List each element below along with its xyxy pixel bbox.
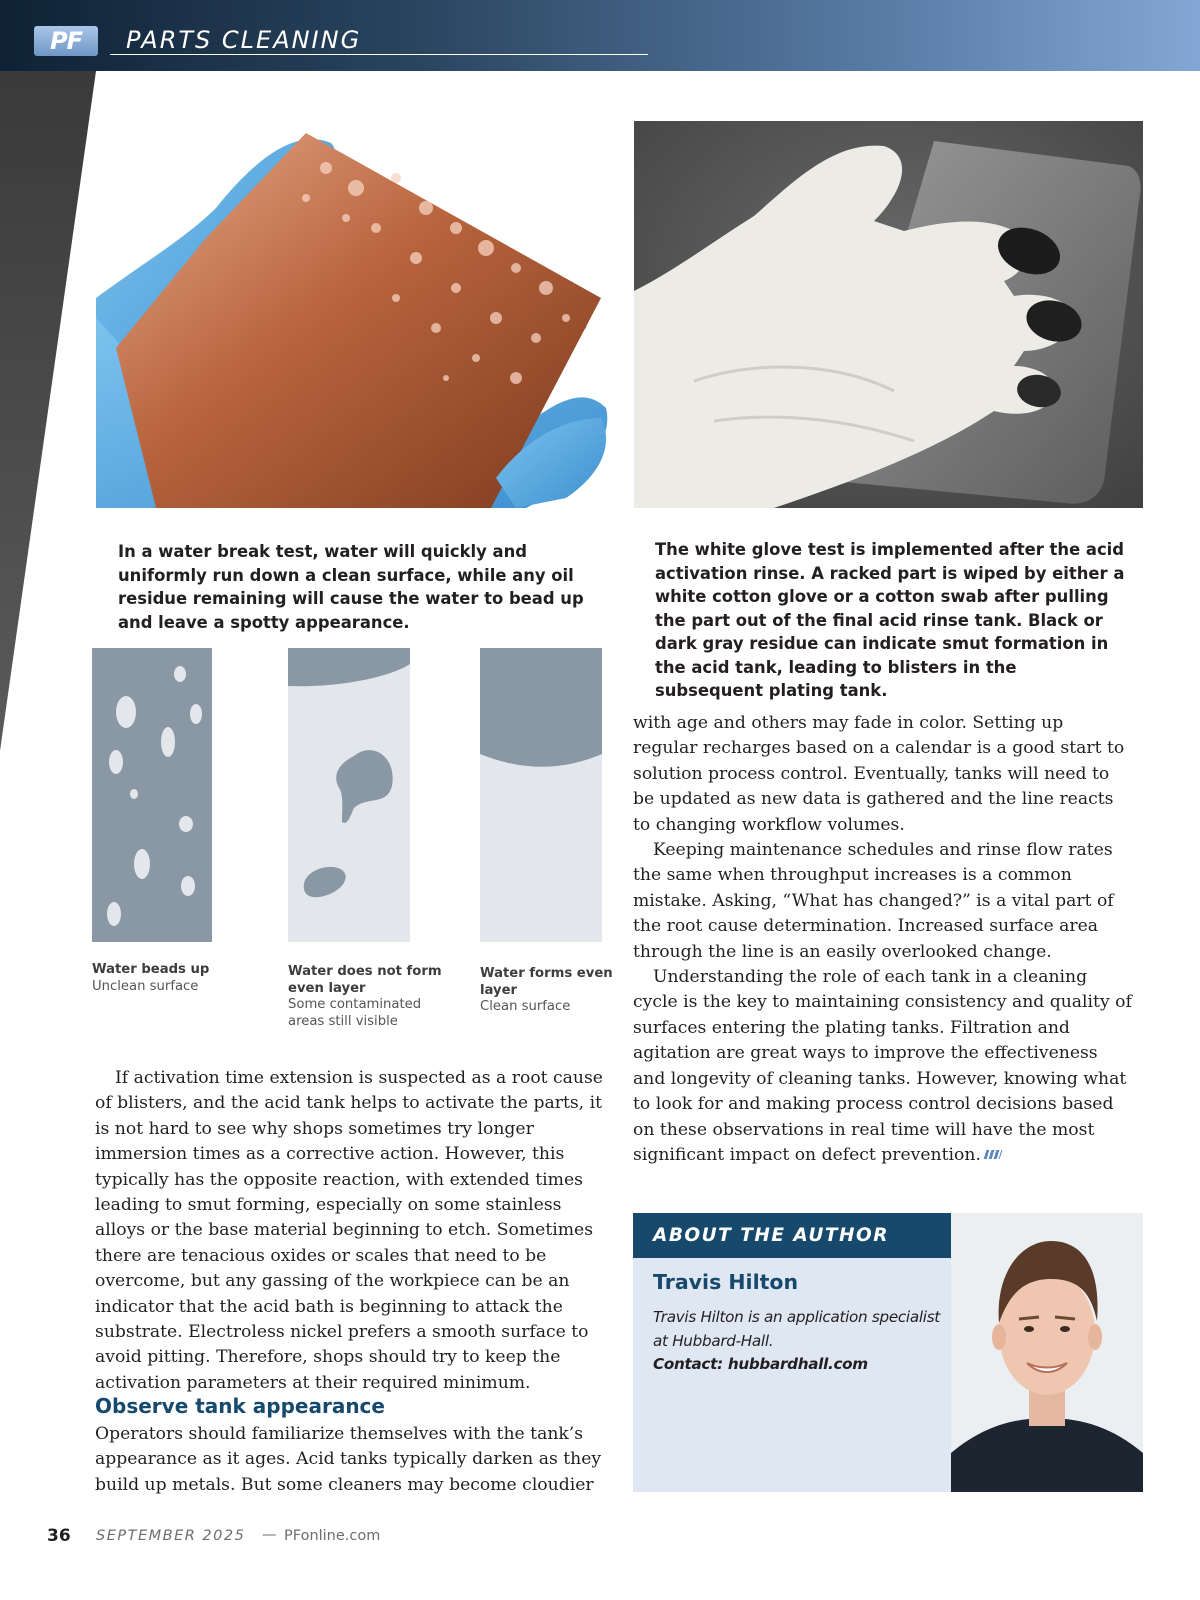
water-break-caption: In a water break test, water will quickly and uniformly run down a clean surface, while any oil residue remaining will cause the water to bead up and leave a spotty appearance. <box>118 542 584 632</box>
article-left-continuation <box>95 1422 607 1498</box>
page-number: 36 <box>47 1526 71 1546</box>
pf-logo: PF <box>34 26 98 56</box>
article-paragraph-text: Understanding the role of each tank in a cleaning cycle is the key to maintaining consistency and quality of surfaces entering the plating tanks. Filtration and agitation are great ways to improve the effectiveness and longevity of cleaning tanks. However, knowing what to look for and making process control decisions based on these observations in real time will have the most significant impact on defect prevention. <box>633 967 1132 1165</box>
author-name: Travis Hilton <box>653 1270 799 1294</box>
footer-separator: — <box>262 1527 277 1543</box>
panel-water-beads <box>92 648 212 942</box>
article-paragraph: If activation time extension is suspected as a root cause of blisters, and the acid tank helps to activate the parts, it is not hard to see why shops sometimes try longer immersion times as a corrective action. However, this typically has the opposite reaction, with extended times leading to smut forming, especially on some stainless alloys or the base material beginning to etch. Sometimes there are tenacious oxides or scales that need to be overcome, but any gassing of the workpiece can be an indicator that the acid bath is beginning to attack the substrate. Electroless nickel prefers a smooth surface to avoid pitting. Therefore, shops should try to keep the activation parameters at their required minimum. <box>95 1068 603 1393</box>
panel-even-layer <box>480 648 602 942</box>
diagram-label-title: Water beads up <box>92 962 210 977</box>
author-portrait-photo <box>951 1213 1143 1492</box>
water-break-diagram <box>92 646 612 946</box>
author-contact: Contact: hubbardhall.com <box>653 1355 868 1373</box>
page-header <box>0 0 1200 71</box>
article-paragraph: Operators should familiarize themselves with the tank’s appearance as it ages. Acid tanks typically darken as they build up metals. But some cleaners may become cloudier <box>95 1424 602 1495</box>
panel-uneven-layer <box>288 648 410 942</box>
author-bio: Travis Hilton is an application specialist at Hubbard-Hall. <box>653 1308 940 1350</box>
header-rule <box>110 54 648 55</box>
issue-date: SEPTEMBER 2025 <box>96 1528 246 1544</box>
end-of-article-icon <box>983 1150 1002 1159</box>
diagram-label-title: Water forms even layer <box>480 966 613 998</box>
article-paragraph: with age and others may fade in color. Setting up regular recharges based on a calendar is a good start to solution process control. Eventually, tanks will need to be updated as new data is gathered and the line reacts to changing workflow volumes. <box>633 713 1125 835</box>
diagram-label-uneven-layer <box>288 964 458 1030</box>
section-title: PARTS CLEANING <box>126 26 362 54</box>
author-banner: ABOUT THE AUTHOR <box>633 1213 951 1258</box>
article-paragraph-final <box>633 965 1133 1168</box>
diagram-label-even-layer <box>480 966 620 1016</box>
article-paragraph: Keeping maintenance schedules and rinse flow rates the same when throughput increases is a common mistake. Asking, “What has changed?” is a vital part of the root cause determination. Increased surface area through the line is an easily overlooked change. <box>633 840 1114 962</box>
diagram-label-subtitle: Unclean surface <box>92 978 199 994</box>
website-link[interactable]: PFonline.com <box>284 1528 381 1544</box>
side-accent-band <box>0 71 100 771</box>
diagram-label-title: Water does not form even layer <box>288 964 442 996</box>
diagram-label-water-beads <box>92 962 262 995</box>
about-the-author-box <box>633 1213 1143 1492</box>
diagram-label-subtitle: Clean surface <box>480 999 571 1014</box>
diagram-label-subtitle: Some contaminated areas still visible <box>288 997 422 1029</box>
article-left-column <box>95 1066 607 1396</box>
white-glove-test-photo <box>634 121 1143 508</box>
water-break-test-photo <box>96 118 616 508</box>
subhead-observe-tank: Observe tank appearance <box>95 1394 385 1418</box>
article-right-column <box>633 711 1133 1168</box>
white-glove-caption: The white glove test is implemented after the acid activation rinse. A racked part is wiped by either a white cotton glove or a cotton swab after pulling the part out of the final acid rinse tank. Black or dark gray residue can indicate smut formation in the acid tank, leading to blisters in the subsequent plating tank. <box>655 540 1125 700</box>
